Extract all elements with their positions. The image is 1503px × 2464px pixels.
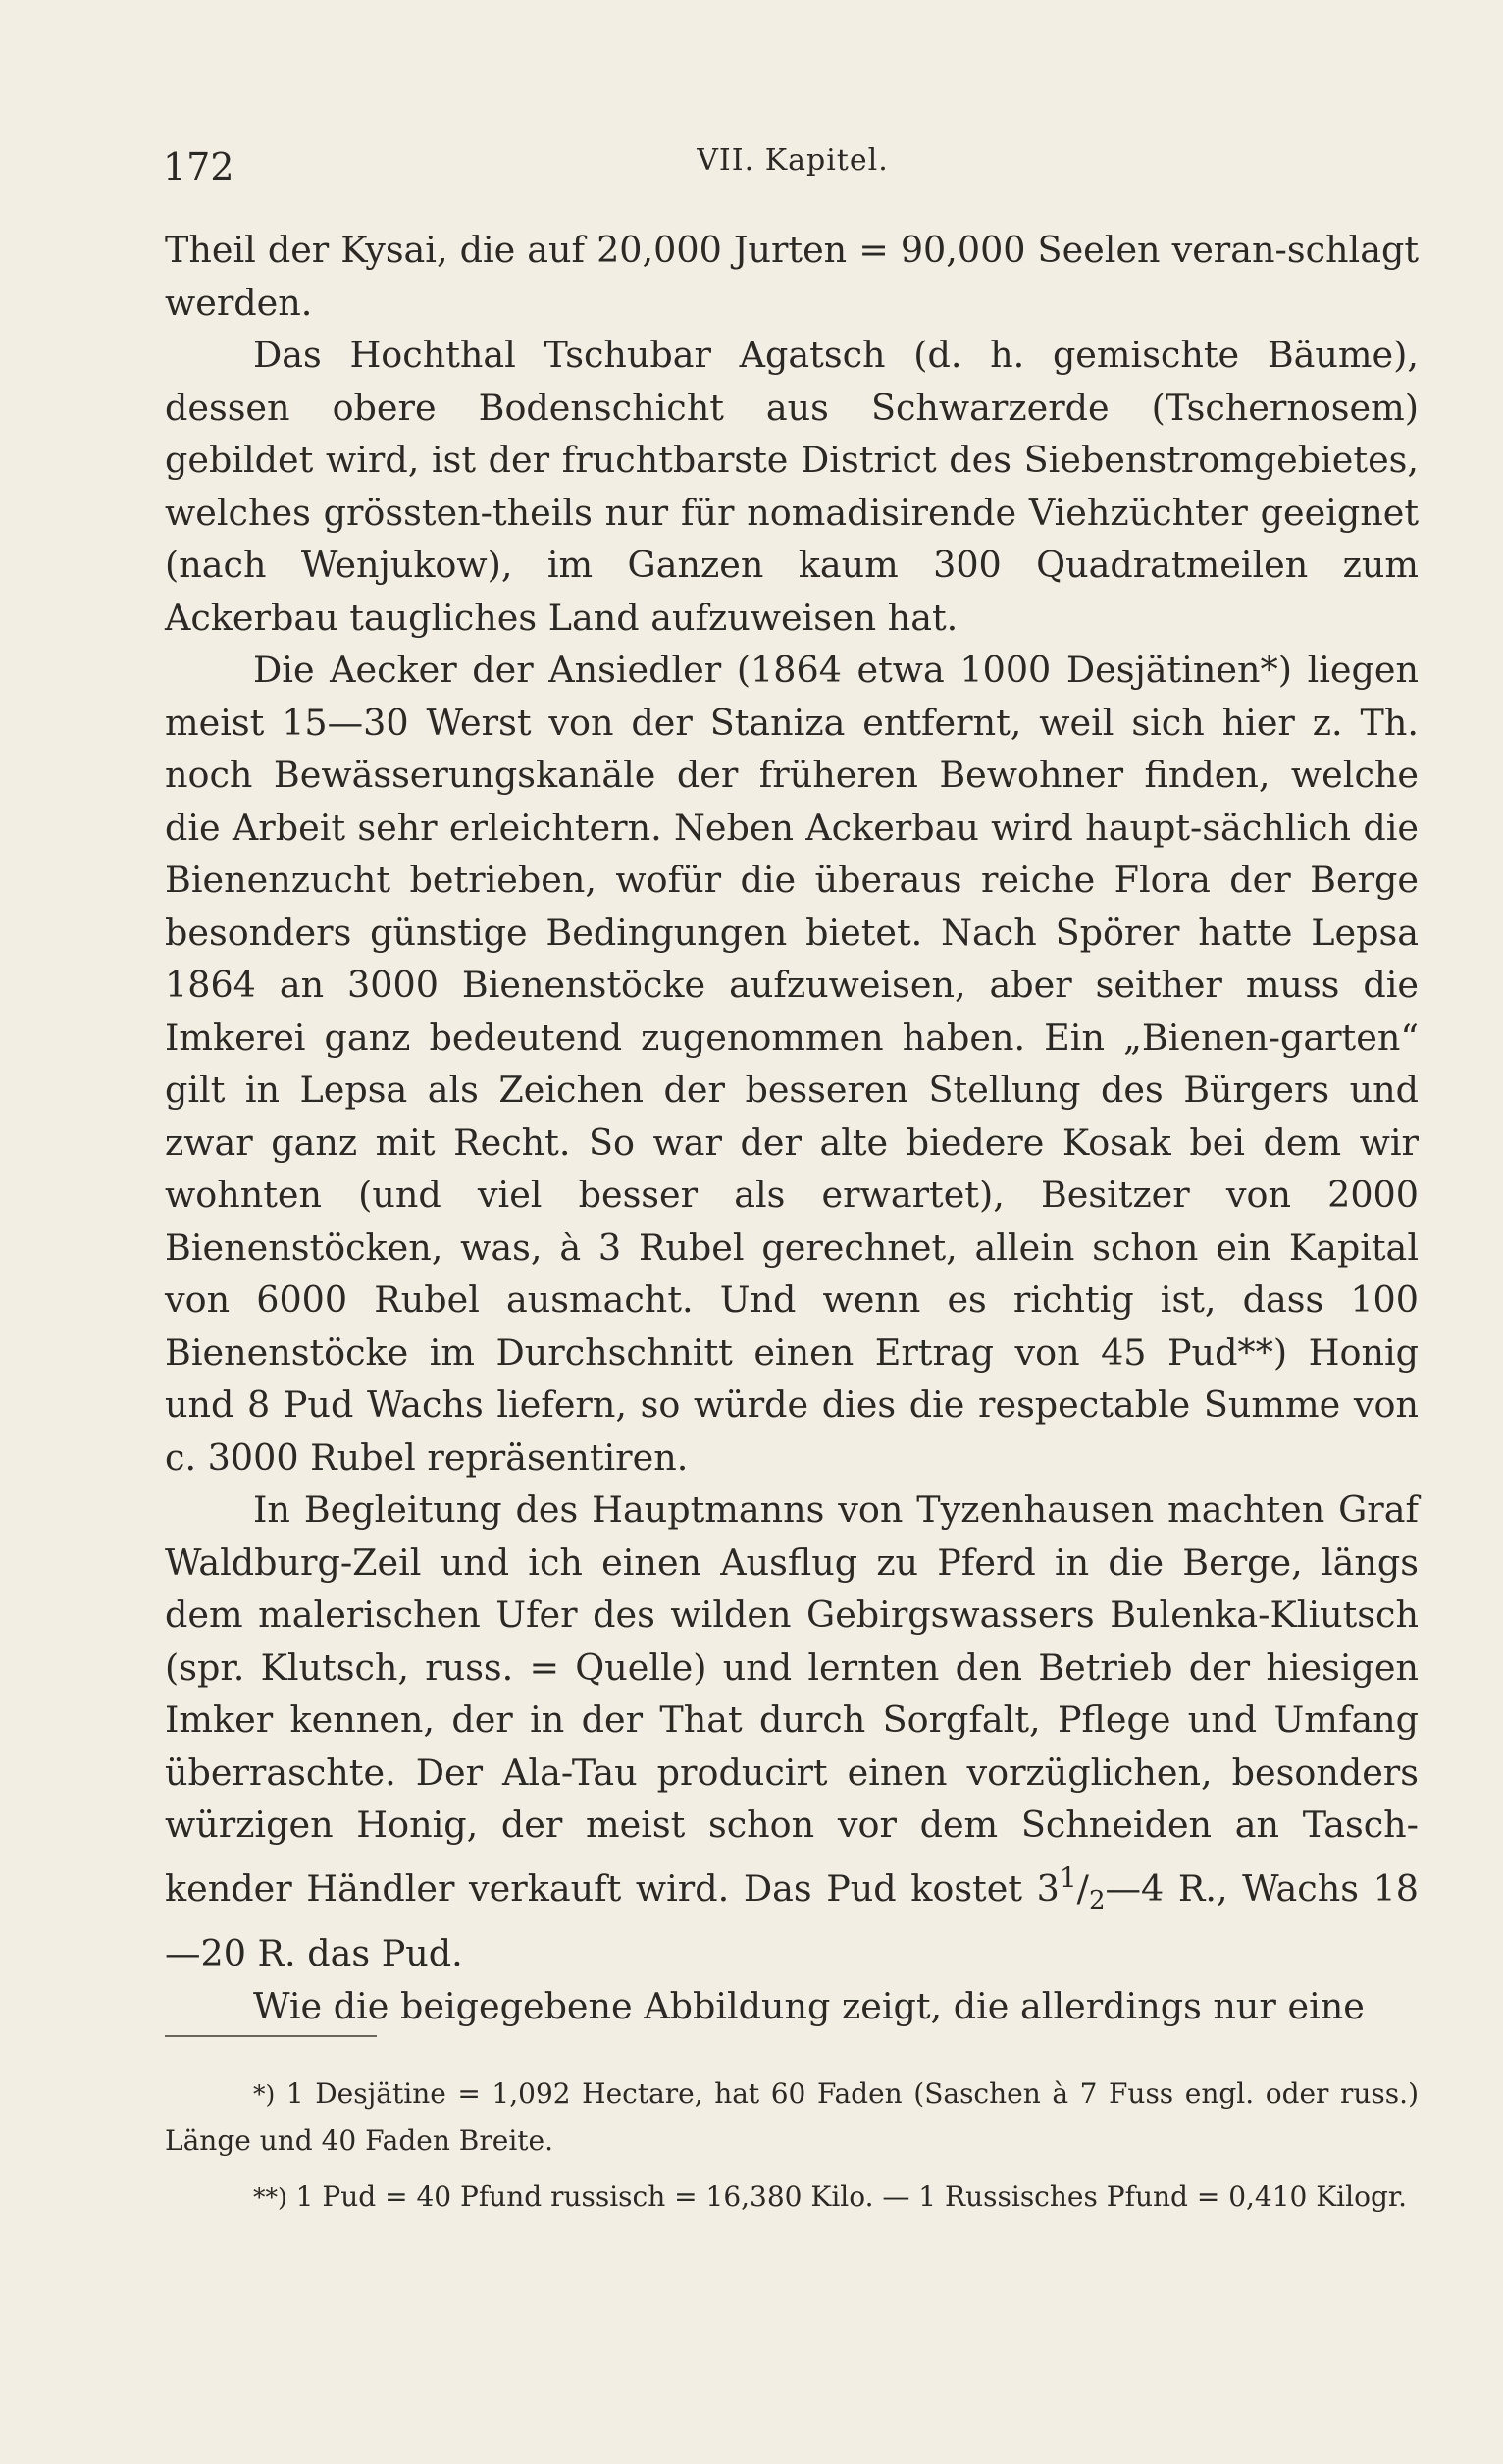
footnotes (165, 2071, 1419, 2230)
running-head: VII. Kapitel. (697, 143, 889, 178)
footnote-divider (165, 2035, 377, 2037)
paragraph-4 (165, 1484, 1419, 1980)
footnote-text: 1 Desjätine = 1,092 Hectare, hat 60 Faden (Saschen à 7 Fuss engl. oder russ.) Länge und 40 Faden Breite. (165, 2077, 1419, 2157)
footnote-1 (165, 2071, 1419, 2164)
paragraph-4-text-before: In Begleitung des Hauptmanns von Tyzenhausen machten Graf Waldburg-Zeil und ich einen Ausflug zu Pferd in die Berge, längs dem malerischen Ufer des wilden Gebirgswassers Bulenka-Kliutsch (spr. Klutsch, russ. = Quelle) und lernten den Betrieb der hiesigen Imker kennen, der in der That durch Sorgfalt, Pflege und Umfang überraschte. Der Ala-Tau producirt einen vorzüglichen, besonders würzigen Honig, der meist schon vor dem Schneiden an Tasch-kender Händler verkauft wird. Das Pud kostet 3 (165, 1489, 1419, 1910)
paragraph-3: Die Aecker der Ansiedler (1864 etwa 1000 Desjätinen*) liegen meist 15—30 Werst von der Staniza entfernt, weil sich hier z. Th. noch Bewässerungskanäle der früheren Bewohner finden, welche die Arbeit sehr erleichtern. Neben Ackerbau wird haupt-sächlich die Bienenzucht betrieben, wofür die überaus reiche Flora der Berge besonders günstige Bedingungen bietet. Nach Spörer hatte Lepsa 1864 an 3000 Bienenstöcke aufzuweisen, aber seither muss die Imkerei ganz bedeutend zugenommen haben. Ein „Bienen-garten“ gilt in Lepsa als Zeichen der besseren Stellung des Bürgers und zwar ganz mit Recht. So war der alte biedere Kosak bei dem wir wohnten (und viel besser als erwartet), Besitzer von 2000 Bienenstöcken, was, à 3 Rubel gerechnet, allein schon ein Kapital von 6000 Rubel ausmacht. Und wenn es richtig ist, dass 100 Bienenstöcke im Durchschnitt einen Ertrag von 45 Pud**) Honig und 8 Pud Wachs liefern, so würde dies die respectable Summe von c. 3000 Rubel repräsentiren. (165, 649, 1419, 1479)
body-text (165, 224, 1419, 2032)
footnote-mark: **) (253, 2183, 287, 2212)
paragraph-1: Theil der Kysai, die auf 20,000 Jurten = 90,000 Seelen veran-schlagt werden. (165, 229, 1419, 324)
footnote-text: 1 Pud = 40 Pfund russisch = 16,380 Kilo. — 1 Russisches Pfund = 0,410 Kilogr. (295, 2180, 1408, 2213)
footnote-2 (165, 2174, 1419, 2221)
fraction-slash: / (1076, 1866, 1089, 1910)
paragraph-2: Das Hochthal Tschubar Agatsch (d. h. gemischte Bäume), dessen obere Bodenschicht aus Schwarzerde (Tschernosem) gebildet wird, ist der fruchtbarste District des Siebenstromgebietes, welches grössten-theils nur für nomadisirende Viehzüchter geeignet (nach Wenjukow), im Ganzen kaum 300 Quadratmeilen zum Ackerbau taugliches Land aufzuweisen hat. (165, 334, 1419, 639)
paragraph-5: Wie die beigegebene Abbildung zeigt, die allerdings nur eine (253, 1984, 1365, 2027)
page-number: 172 (163, 145, 234, 188)
page-header (163, 137, 1423, 196)
fraction-denominator: 2 (1088, 1885, 1106, 1915)
paragraph-4-text-after: —4 R., Wachs 18—20 R. das Pud. (165, 1866, 1420, 1974)
fraction-numerator: 1 (1059, 1861, 1077, 1894)
footnote-mark: *) (253, 2080, 276, 2109)
